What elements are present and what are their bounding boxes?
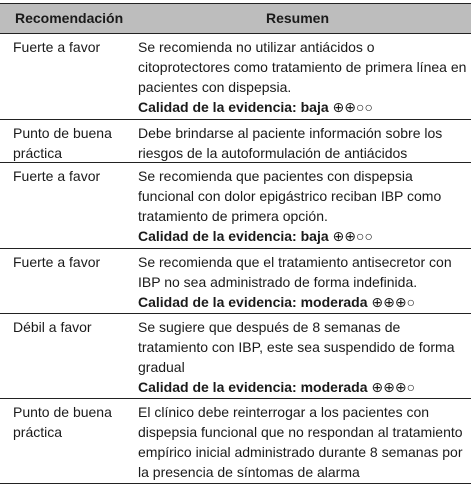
summary-text: Se recomienda no utilizar antiácidos o citoprotectores como tratamiento de primera línea en pacientes con dispepsia. [138,39,467,95]
summary-text: Se recomienda que el tratamiento antisecretor con IBP no sea administrado de forma indefinida. [138,254,452,290]
table-row [0,314,471,399]
table-row [0,399,471,484]
evidence-quality-label: Calidad de la evidencia: moderada [138,379,368,395]
table-header [0,3,471,34]
summary-cell [138,314,468,398]
summary-text: Se sugiere que después de 8 semanas de tratamiento con IBP, este sea suspendido de forma gradual [138,319,455,375]
evidence-quality-label: Calidad de la evidencia: moderada [138,294,368,310]
evidence-quality-label: Calidad de la evidencia: baja [138,228,329,244]
summary-cell [138,399,468,483]
table-row [0,163,471,249]
summary-cell [138,34,468,119]
evidence-quality-symbols: ⊕⊕⊕○ [371,294,416,310]
table-row [0,34,471,120]
recommendation-cell: Fuerte a favor [13,39,101,55]
recommendation-cell: Fuerte a favor [13,254,101,270]
table-row [0,249,471,314]
header-recommendation: Recomendación [15,10,124,26]
table-row [0,120,471,163]
summary-cell [138,249,468,313]
evidence-quality-symbols: ⊕⊕⊕○ [371,379,416,395]
summary-text: Debe brindarse al paciente información sobre los riesgos de la autoformulación de antiácidos [138,125,443,161]
table-body [0,34,471,484]
summary-text: Se recomienda que pacientes con dispepsia funcional con dolor epigástrico reciban IBP como tratamiento de primera opción. [138,168,442,224]
evidence-quality-symbols: ⊕⊕○○ [332,99,373,115]
summary-text: El clínico debe reinterrogar a los pacientes con dispepsia funcional que no respondan al tratamiento empírico inicial administrado durante 8 semanas por la presencia de síntomas de alarma [138,404,463,480]
recommendation-cell: Fuerte a favor [13,168,101,184]
summary-cell [138,120,468,162]
evidence-quality-label: Calidad de la evidencia: baja [138,99,329,115]
recommendation-cell: Débil a favor [13,319,92,335]
recommendation-cell: Punto de buena práctica [13,404,112,440]
header-summary: Resumen [266,10,330,26]
evidence-quality-symbols: ⊕⊕○○ [332,228,373,244]
recommendation-cell: Punto de buena práctica [13,125,112,161]
summary-cell [138,163,468,248]
